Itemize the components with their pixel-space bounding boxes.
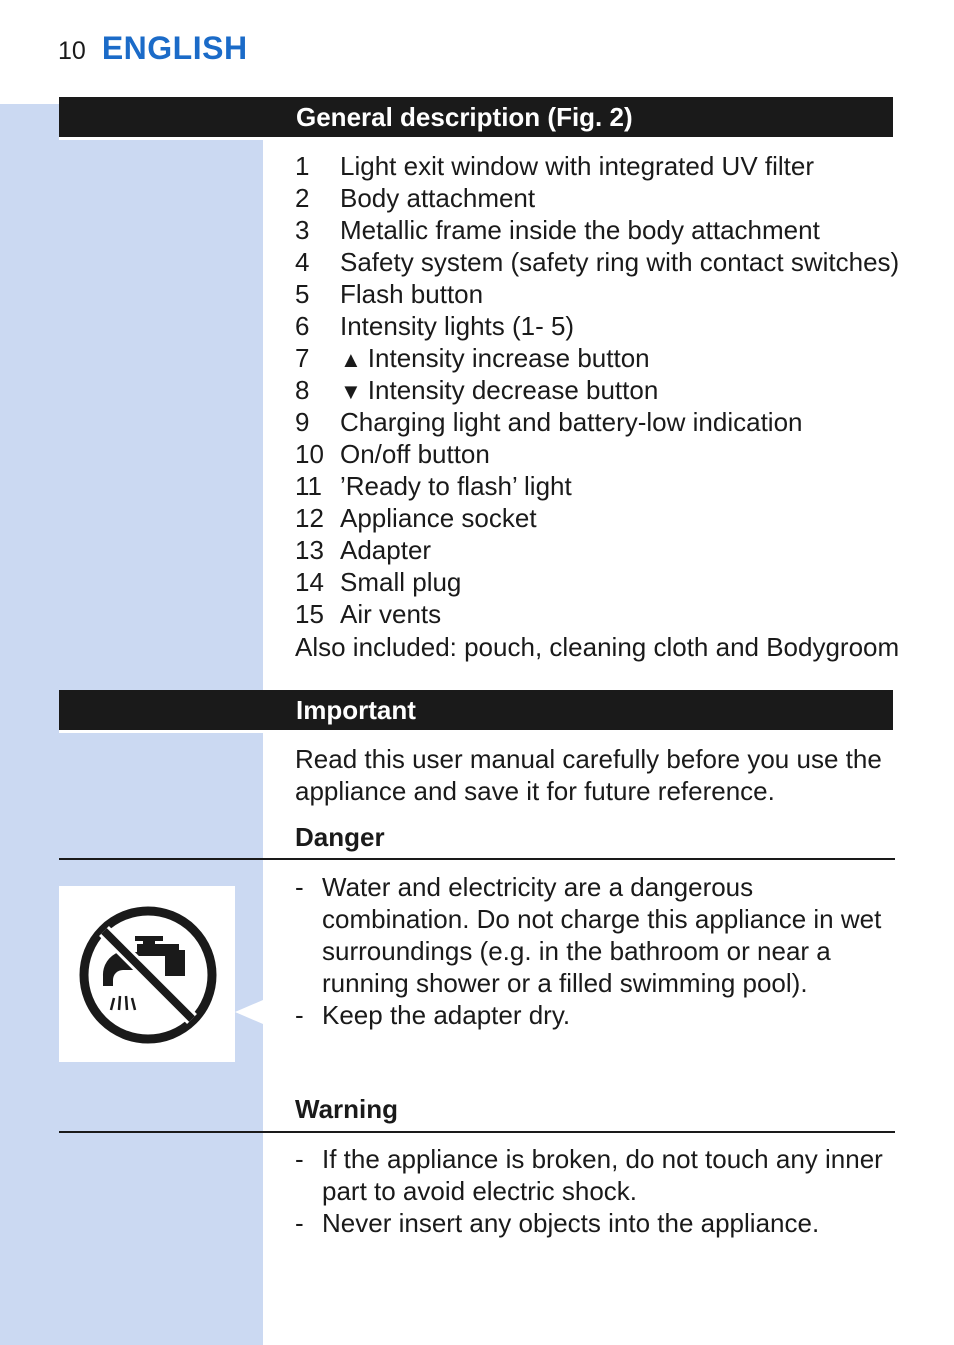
danger-heading: Danger bbox=[295, 822, 385, 852]
danger-rule bbox=[59, 858, 895, 860]
warning-rule bbox=[59, 1131, 895, 1133]
parts-list-item bbox=[295, 374, 895, 406]
parts-list-item bbox=[295, 342, 895, 374]
part-number: 9 bbox=[295, 407, 310, 437]
part-number: 15 bbox=[295, 599, 324, 629]
warning-bullet-text: Never insert any objects into the appliance. bbox=[322, 1208, 820, 1238]
page-header bbox=[58, 30, 248, 78]
part-label: Safety system (safety ring with contact switches) bbox=[340, 247, 900, 277]
part-label: Charging light and battery-low indication bbox=[340, 407, 803, 437]
part-number: 14 bbox=[295, 567, 324, 597]
parts-list-item bbox=[295, 150, 895, 182]
part-label: ’Ready to flash’ light bbox=[340, 471, 572, 501]
important-intro: Read this user manual carefully before you use the appliance and save it for future reference. bbox=[295, 744, 882, 806]
bullet-dash: - bbox=[295, 1000, 304, 1030]
triangle-down-icon: ▼ bbox=[340, 379, 362, 404]
part-label: Metallic frame inside the body attachment bbox=[340, 215, 820, 245]
parts-list-item bbox=[295, 182, 895, 214]
parts-list-item bbox=[295, 278, 895, 310]
bullet-dash: - bbox=[295, 872, 304, 902]
parts-list-item bbox=[295, 438, 895, 470]
danger-bullet bbox=[295, 999, 895, 1031]
part-number: 13 bbox=[295, 535, 324, 565]
warning-heading: Warning bbox=[295, 1094, 399, 1124]
part-number: 6 bbox=[295, 311, 310, 341]
general-description-bar bbox=[59, 97, 893, 140]
part-number: 11 bbox=[295, 471, 322, 501]
danger-bullet-text: Keep the adapter dry. bbox=[322, 1000, 571, 1030]
triangle-up-icon: ▲ bbox=[340, 347, 362, 372]
parts-list-item bbox=[295, 214, 895, 246]
part-number: 7 bbox=[295, 343, 310, 373]
part-label: Small plug bbox=[340, 567, 462, 597]
parts-list-item bbox=[295, 246, 900, 278]
danger-bullet-text: Water and electricity are a dangerous combination. Do not charge this appliance in wet surroundings (e.g. in the bathroom or near a running shower or a filled swimming pool). bbox=[322, 872, 882, 998]
part-label: Appliance socket bbox=[340, 503, 537, 533]
bullet-dash: - bbox=[295, 1208, 304, 1238]
no-water-tap-icon bbox=[59, 886, 235, 1062]
language-heading: ENGLISH bbox=[101, 30, 248, 66]
part-label bbox=[340, 374, 658, 408]
bullet-dash: - bbox=[295, 1144, 304, 1174]
parts-list-item bbox=[295, 566, 895, 598]
danger-icon-box bbox=[59, 886, 235, 1062]
part-number: 1 bbox=[295, 151, 310, 181]
part-label: Adapter bbox=[340, 535, 432, 565]
parts-list-item bbox=[295, 598, 895, 630]
warning-bullet-text: If the appliance is broken, do not touch any inner part to avoid electric shock. bbox=[322, 1144, 883, 1206]
part-label-text: Intensity decrease button bbox=[367, 375, 659, 405]
part-label: Flash button bbox=[340, 279, 484, 309]
part-number: 12 bbox=[295, 503, 324, 533]
part-number: 4 bbox=[295, 247, 310, 277]
part-number: 8 bbox=[295, 375, 310, 405]
part-number: 3 bbox=[295, 215, 310, 245]
warning-bullet bbox=[295, 1143, 895, 1207]
important-title: Important bbox=[296, 695, 416, 725]
warning-bullet bbox=[295, 1207, 895, 1239]
parts-list-item bbox=[295, 406, 895, 438]
part-label: On/off button bbox=[340, 439, 490, 469]
parts-list bbox=[295, 150, 900, 630]
part-label: Body attachment bbox=[340, 183, 536, 213]
important-bar bbox=[59, 690, 893, 733]
danger-list bbox=[295, 871, 895, 1031]
warning-list bbox=[295, 1143, 895, 1239]
part-label bbox=[340, 342, 650, 376]
page-number: 10 bbox=[58, 37, 86, 65]
parts-list-item bbox=[295, 470, 895, 502]
parts-list-item bbox=[295, 534, 895, 566]
also-included-text: Also included: pouch, cleaning cloth and Bodygroom bbox=[295, 632, 900, 662]
part-label-text: Intensity increase button bbox=[367, 343, 650, 373]
icon-pointer bbox=[235, 1000, 263, 1024]
parts-list-item bbox=[295, 310, 895, 342]
part-number: 2 bbox=[295, 183, 310, 213]
part-number: 10 bbox=[295, 439, 324, 469]
part-label: Light exit window with integrated UV filter bbox=[340, 151, 815, 181]
part-label: Air vents bbox=[340, 599, 442, 629]
part-number: 5 bbox=[295, 279, 310, 309]
danger-bullet bbox=[295, 871, 895, 999]
general-description-title: General description (Fig. 2) bbox=[296, 102, 633, 132]
part-label: Intensity lights (1- 5) bbox=[340, 311, 575, 341]
parts-list-item bbox=[295, 502, 895, 534]
